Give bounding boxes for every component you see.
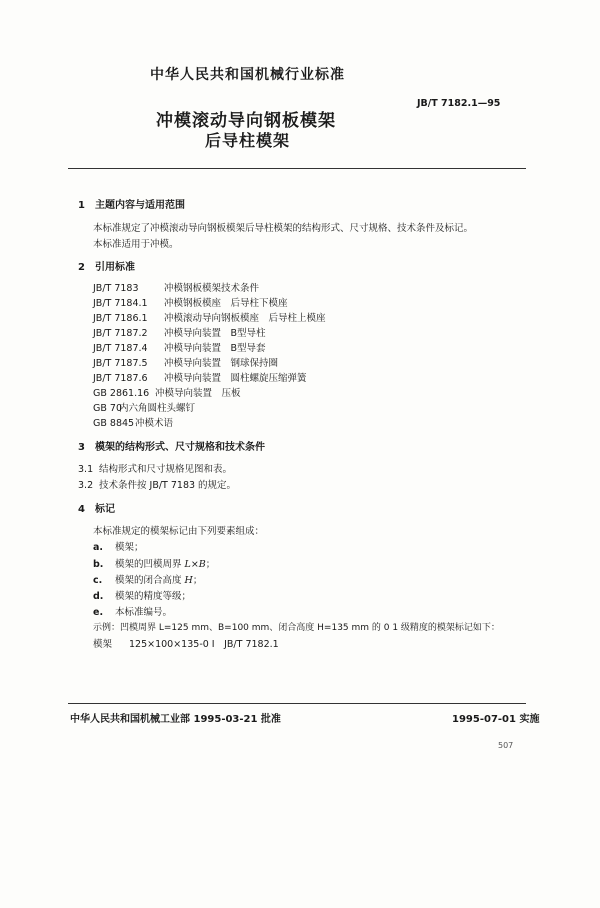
- reference-name: 冲模导向装置 B型导套: [164, 343, 266, 354]
- reference-name: 冲模导向装置 B型导柱: [164, 328, 266, 339]
- section-4-heading: [78, 500, 115, 515]
- list-letter: c.: [93, 575, 103, 586]
- reference-item: [93, 325, 266, 339]
- reference-code: JB/T 7187.6: [93, 373, 148, 384]
- reference-item: [93, 280, 259, 294]
- reference-name: 冲模导向装置 圆柱螺旋压缩弹簧: [164, 373, 307, 384]
- mark-label: 模架: [93, 639, 113, 650]
- footer-rule: [68, 703, 526, 704]
- section-3-number: 3: [78, 442, 85, 453]
- list-text: 模架的精度等级；: [115, 591, 192, 602]
- list-text: 模架的闭合高度: [115, 575, 185, 586]
- list-suffix: ；: [205, 559, 216, 570]
- list-suffix: ；: [192, 575, 203, 586]
- list-letter: e.: [93, 607, 104, 618]
- list-variable: H: [184, 575, 193, 586]
- list-letter: b.: [93, 559, 104, 570]
- list-item: [93, 604, 172, 618]
- reference-item: [93, 370, 307, 384]
- list-text: 本标准编号。: [115, 607, 173, 618]
- section-2-number: 2: [78, 262, 85, 273]
- reference-item: [93, 400, 195, 414]
- header-rule: [68, 168, 526, 169]
- reference-item: [93, 355, 278, 369]
- reference-code: JB/T 7187.2: [93, 328, 148, 339]
- reference-name: 内六角圆柱头螺钉: [119, 403, 196, 414]
- section-4-number: 4: [78, 504, 85, 515]
- section-3-heading: [78, 438, 265, 453]
- reference-item: [93, 415, 173, 429]
- mark-value: 125×100×135-0 Ⅰ JB/T 7182.1: [129, 639, 279, 650]
- section-4-title: 标记: [95, 504, 115, 515]
- reference-code: GB 70: [93, 403, 122, 414]
- list-letter: a.: [93, 542, 104, 553]
- reference-name: 冲模钢板模架技术条件: [164, 283, 260, 294]
- reference-item: [93, 385, 241, 399]
- reference-code: JB/T 7184.1: [93, 298, 148, 309]
- clause-3-2: [78, 477, 236, 491]
- reference-code: JB/T 7186.1: [93, 313, 148, 324]
- implementation-date: 1995-07-01 实施: [452, 714, 540, 725]
- section-2-title: 引用标准: [95, 262, 135, 273]
- list-letter: d.: [93, 591, 104, 602]
- example-label: 示例：: [93, 623, 121, 633]
- reference-item: [93, 310, 326, 324]
- reference-item: [93, 295, 288, 309]
- reference-name: 冲模钢板模座 后导柱下模座: [164, 298, 288, 309]
- title-line-1: 冲模滚动导向钢板模架: [156, 111, 336, 131]
- section-2-heading: [78, 258, 135, 273]
- reference-code: GB 2861.16: [93, 388, 150, 399]
- reference-name: 冲模术语: [135, 418, 174, 429]
- clause-number: 3.1: [78, 464, 94, 475]
- reference-name: 冲模导向装置 钢球保持圈: [164, 358, 279, 369]
- reference-code: GB 8845: [93, 418, 135, 429]
- reference-code: JB/T 7187.5: [93, 358, 148, 369]
- marking-example: [93, 620, 500, 633]
- list-item: [93, 572, 202, 586]
- list-variable: L×B: [184, 559, 206, 570]
- section-1-paragraph-1: 本标准规定了冲模滚动导向钢板模架后导柱模架的结构形式、尺寸规格、技术条件及标记。: [93, 223, 474, 234]
- example-text: 凹模周界 L=125 mm、B=100 mm、闭合高度 H=135 mm 的 0 1 级精度的模架标记如下：: [120, 623, 500, 633]
- list-text: 模架的凹模周界: [115, 559, 185, 570]
- title-line-2: 后导柱模架: [205, 131, 291, 150]
- issuing-authority: 中华人民共和国机械行业标准: [150, 67, 345, 83]
- list-text: 模架；: [115, 542, 144, 553]
- marking-result: [93, 636, 279, 650]
- clause-text: 结构形式和尺寸规格见图和表。: [99, 464, 233, 475]
- section-4-intro: 本标准规定的模架标记由下列要素组成：: [93, 526, 265, 537]
- reference-name: 冲模导向装置 压板: [155, 388, 241, 399]
- list-item: [93, 556, 215, 570]
- list-item: [93, 588, 191, 602]
- reference-item: [93, 340, 266, 354]
- list-item: [93, 539, 144, 553]
- approval-date: 中华人民共和国机械工业部 1995-03-21 批准: [70, 714, 281, 725]
- clause-text: 技术条件按 JB/T 7183 的规定。: [99, 480, 237, 491]
- clause-number: 3.2: [78, 480, 94, 491]
- standard-code: JB/T 7182.1—95: [417, 98, 501, 109]
- section-1-paragraph-2: 本标准适用于冲模。: [93, 239, 179, 250]
- section-1-title: 主题内容与适用范围: [95, 200, 185, 211]
- section-1-heading: [78, 196, 185, 211]
- reference-code: JB/T 7183: [93, 283, 139, 294]
- clause-3-1: [78, 461, 232, 475]
- reference-code: JB/T 7187.4: [93, 343, 148, 354]
- reference-name: 冲模滚动导向钢板模座 后导柱上模座: [164, 313, 326, 324]
- page-number: 507: [498, 741, 514, 750]
- section-1-number: 1: [78, 200, 85, 211]
- section-3-title: 模架的结构形式、尺寸规格和技术条件: [95, 442, 265, 453]
